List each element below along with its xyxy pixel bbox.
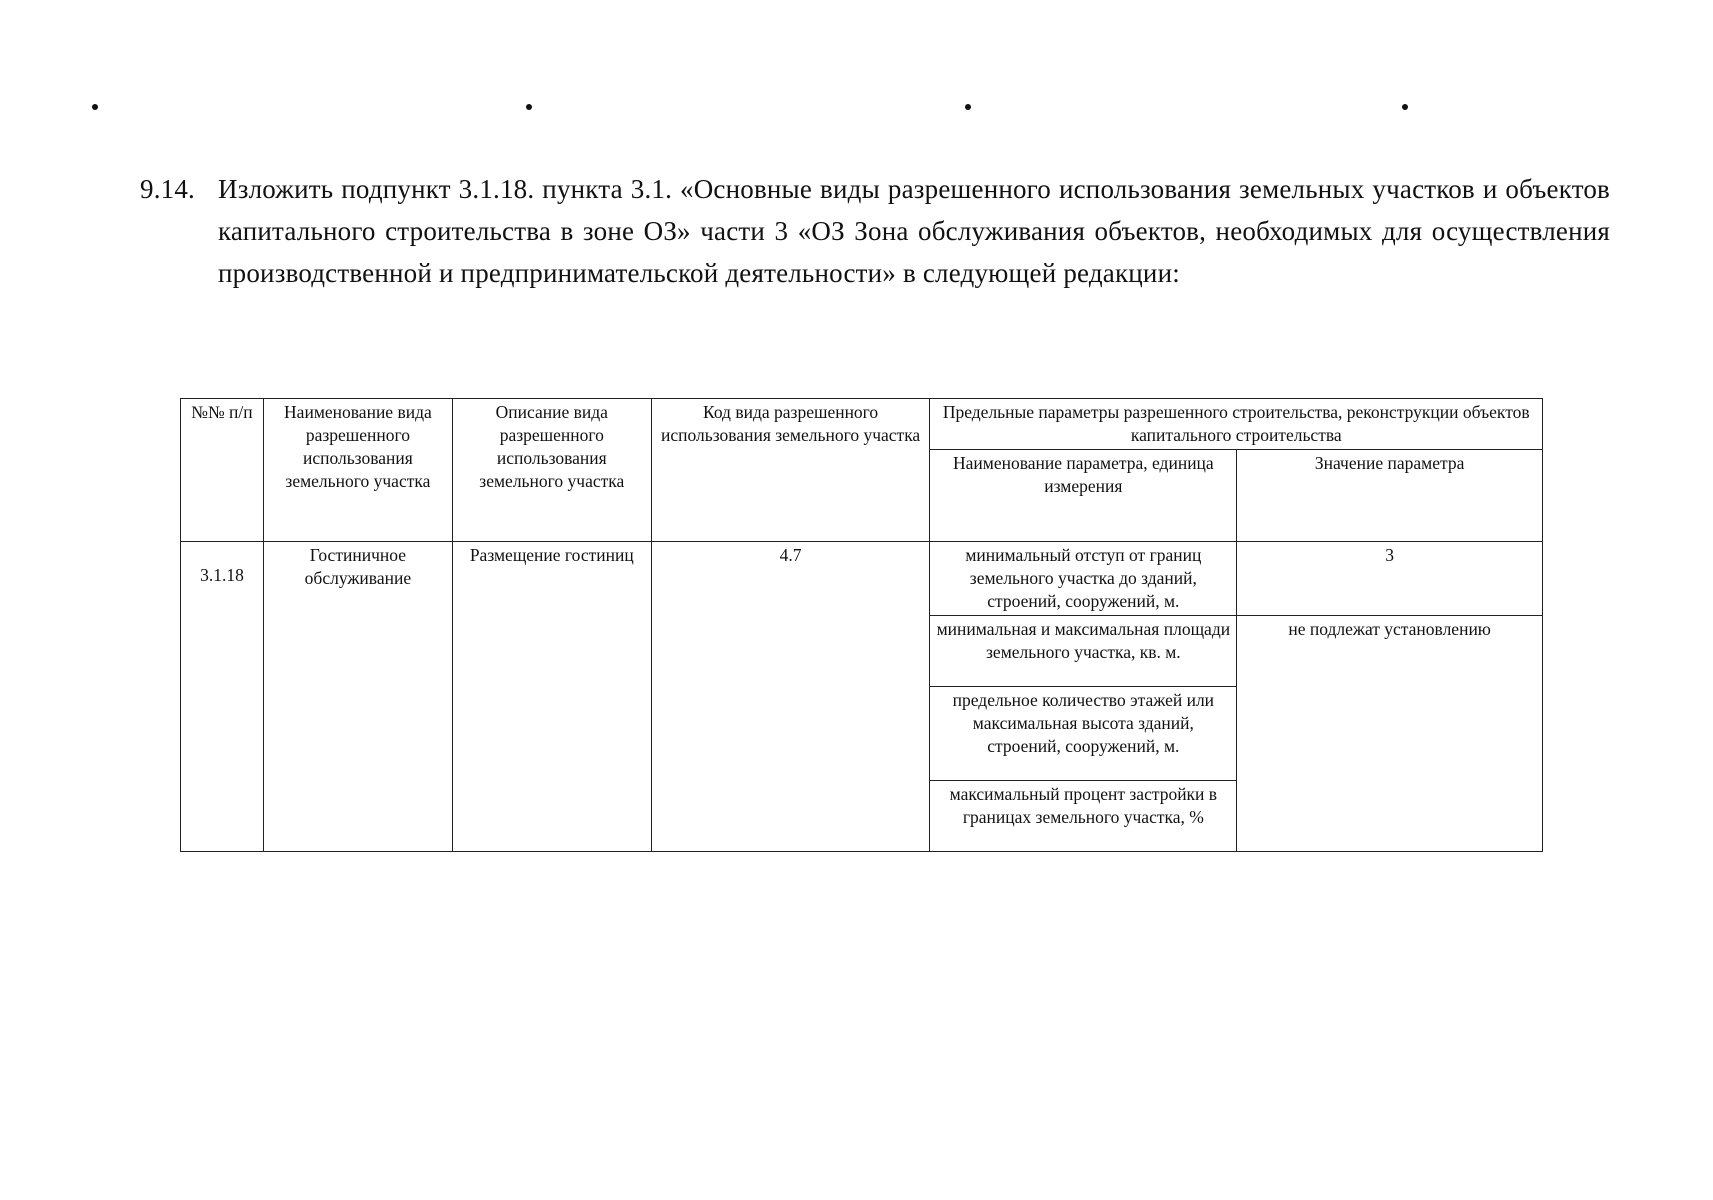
punch-hole-mark-2 bbox=[526, 104, 532, 110]
header-number: №№ п/п bbox=[181, 399, 264, 542]
header-use-code: Код вида разрешенного использования земельного участка bbox=[651, 399, 930, 542]
param-name-1: минимальный отступ от границ земельного участка до зданий, строений, сооружений, м. bbox=[930, 542, 1237, 616]
param-name-4: максимальный процент застройки в границах земельного участка, % bbox=[930, 781, 1237, 852]
row-number: 3.1.18 bbox=[181, 542, 264, 852]
header-parameter-name: Наименование параметра, единица измерения bbox=[930, 450, 1237, 542]
punch-hole-mark-1 bbox=[92, 104, 98, 110]
header-limit-parameters: Предельные параметры разрешенного строительства, реконструкции объектов капитального строительства bbox=[930, 399, 1543, 450]
punch-hole-mark-3 bbox=[965, 104, 971, 110]
row-use-code: 4.7 bbox=[651, 542, 930, 852]
row-use-description: Размещение гостиниц bbox=[452, 542, 651, 852]
header-parameter-value: Значение параметра bbox=[1237, 450, 1543, 542]
param-value-1: 3 bbox=[1237, 542, 1543, 616]
row-use-name: Гостиничное обслуживание bbox=[263, 542, 452, 852]
paragraph-number: 9.14. bbox=[140, 174, 195, 204]
header-use-description: Описание вида разрешенного использования земельного участка bbox=[452, 399, 651, 542]
permitted-use-table bbox=[180, 398, 1543, 852]
param-value-2: не подлежат установлению bbox=[1237, 616, 1543, 852]
paragraph-text: Изложить подпункт 3.1.18. пункта 3.1. «Основные виды разрешенного использования земельных участков и объектов капитального строительства в зоне ОЗ» части 3 «ОЗ Зона обслуживания объектов, необходимых для осуществления производственной и предпринимательской деятельности» в следующей редакции: bbox=[218, 174, 1610, 288]
param-name-3: предельное количество этажей или максимальная высота зданий, строений, сооружений, м. bbox=[930, 687, 1237, 781]
punch-hole-mark-4 bbox=[1402, 104, 1408, 110]
header-use-name: Наименование вида разрешенного использования земельного участка bbox=[263, 399, 452, 542]
param-name-2: минимальная и максимальная площади земельного участка, кв. м. bbox=[930, 616, 1237, 687]
amendment-paragraph bbox=[140, 168, 1610, 294]
